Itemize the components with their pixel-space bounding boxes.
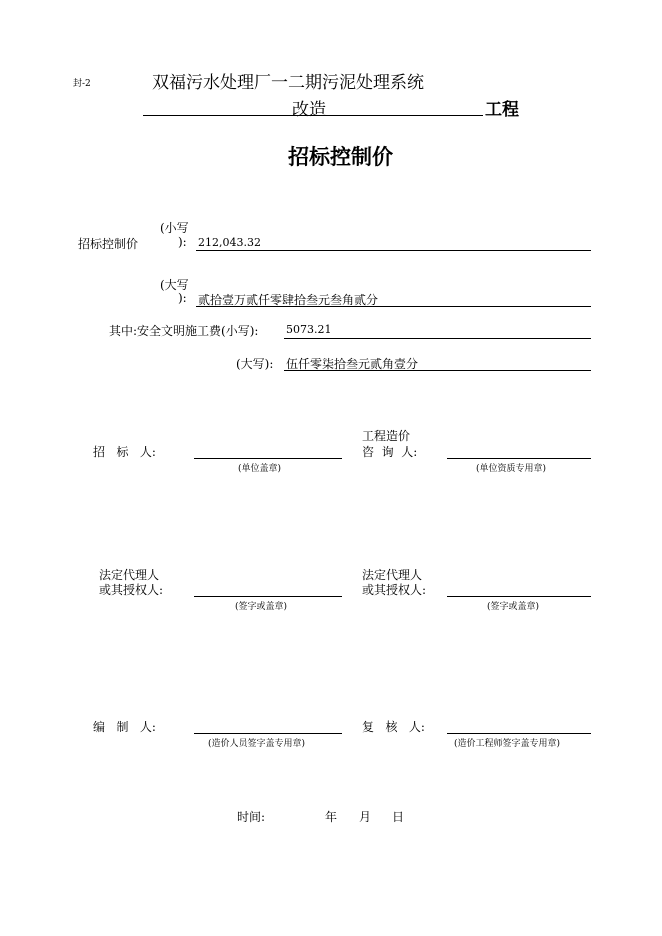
project-name-line1: 双福污水处理厂一二期污泥处理系统: [152, 73, 424, 93]
safety-fee-lower-value: 5073.21: [286, 323, 332, 336]
consultant-signature-line: [447, 458, 591, 459]
safety-fee-upper-value: 伍仟零柒拾叁元贰角壹分: [286, 357, 419, 371]
legal-rep-right-label-1: 法定代理人: [362, 568, 423, 582]
legal-rep-right-label-2: 或其授权人:: [362, 583, 427, 597]
reviewer-label: 复 核 人:: [362, 720, 425, 734]
price-upper-label-open: (大写: [160, 278, 189, 292]
legal-rep-left-label-2: 或其授权人:: [99, 583, 164, 597]
legal-rep-left-signature-line: [194, 596, 342, 597]
tenderer-note: (单位盖章): [238, 464, 282, 474]
price-lower-value: 212,043.32: [198, 236, 261, 249]
date-label: 时间:: [237, 810, 266, 824]
document-title: 招标控制价: [288, 145, 393, 169]
date-month: 月: [359, 810, 372, 824]
consultant-label-2: 咨 询 人:: [362, 445, 418, 459]
safety-fee-label: 其中:安全文明施工费(小写):: [109, 324, 259, 338]
legal-rep-right-signature-line: [447, 596, 591, 597]
legal-rep-left-note: (签字或盖章): [235, 602, 288, 612]
reviewer-signature-line: [447, 733, 591, 734]
legal-rep-right-note: (签字或盖章): [487, 602, 540, 612]
safety-fee-lower-underline: [284, 338, 591, 339]
project-suffix: 工程: [485, 100, 519, 120]
price-upper-label-close: ):: [178, 291, 187, 305]
price-lower-label-open: (小写: [160, 221, 189, 235]
date-year: 年: [325, 810, 338, 824]
project-name-underline: [143, 115, 483, 116]
compiler-label: 编 制 人:: [93, 720, 156, 734]
form-code: 封-2: [73, 79, 91, 89]
price-lower-label-close: ):: [178, 235, 187, 249]
safety-fee-upper-underline: [284, 370, 591, 371]
price-upper-underline: [196, 306, 591, 307]
legal-rep-left-label-1: 法定代理人: [99, 568, 160, 582]
consultant-label-1: 工程造价: [362, 429, 411, 443]
safety-fee-upper-label: (大写):: [236, 357, 274, 371]
reviewer-note: (造价工程师签字盖专用章): [454, 739, 561, 749]
consultant-note: (单位资质专用章): [476, 464, 547, 474]
tenderer-label: 招 标 人:: [93, 445, 156, 459]
price-lower-underline: [196, 250, 591, 251]
compiler-note: (造价人员签字盖专用章): [208, 739, 306, 749]
compiler-signature-line: [194, 733, 342, 734]
date-day: 日: [392, 810, 405, 824]
project-name-line2: 改造: [292, 100, 326, 120]
price-upper-value: 贰拾壹万贰仟零肆拾叁元叁角贰分: [198, 293, 379, 307]
price-label: 招标控制价: [78, 237, 139, 251]
tenderer-signature-line: [194, 458, 342, 459]
